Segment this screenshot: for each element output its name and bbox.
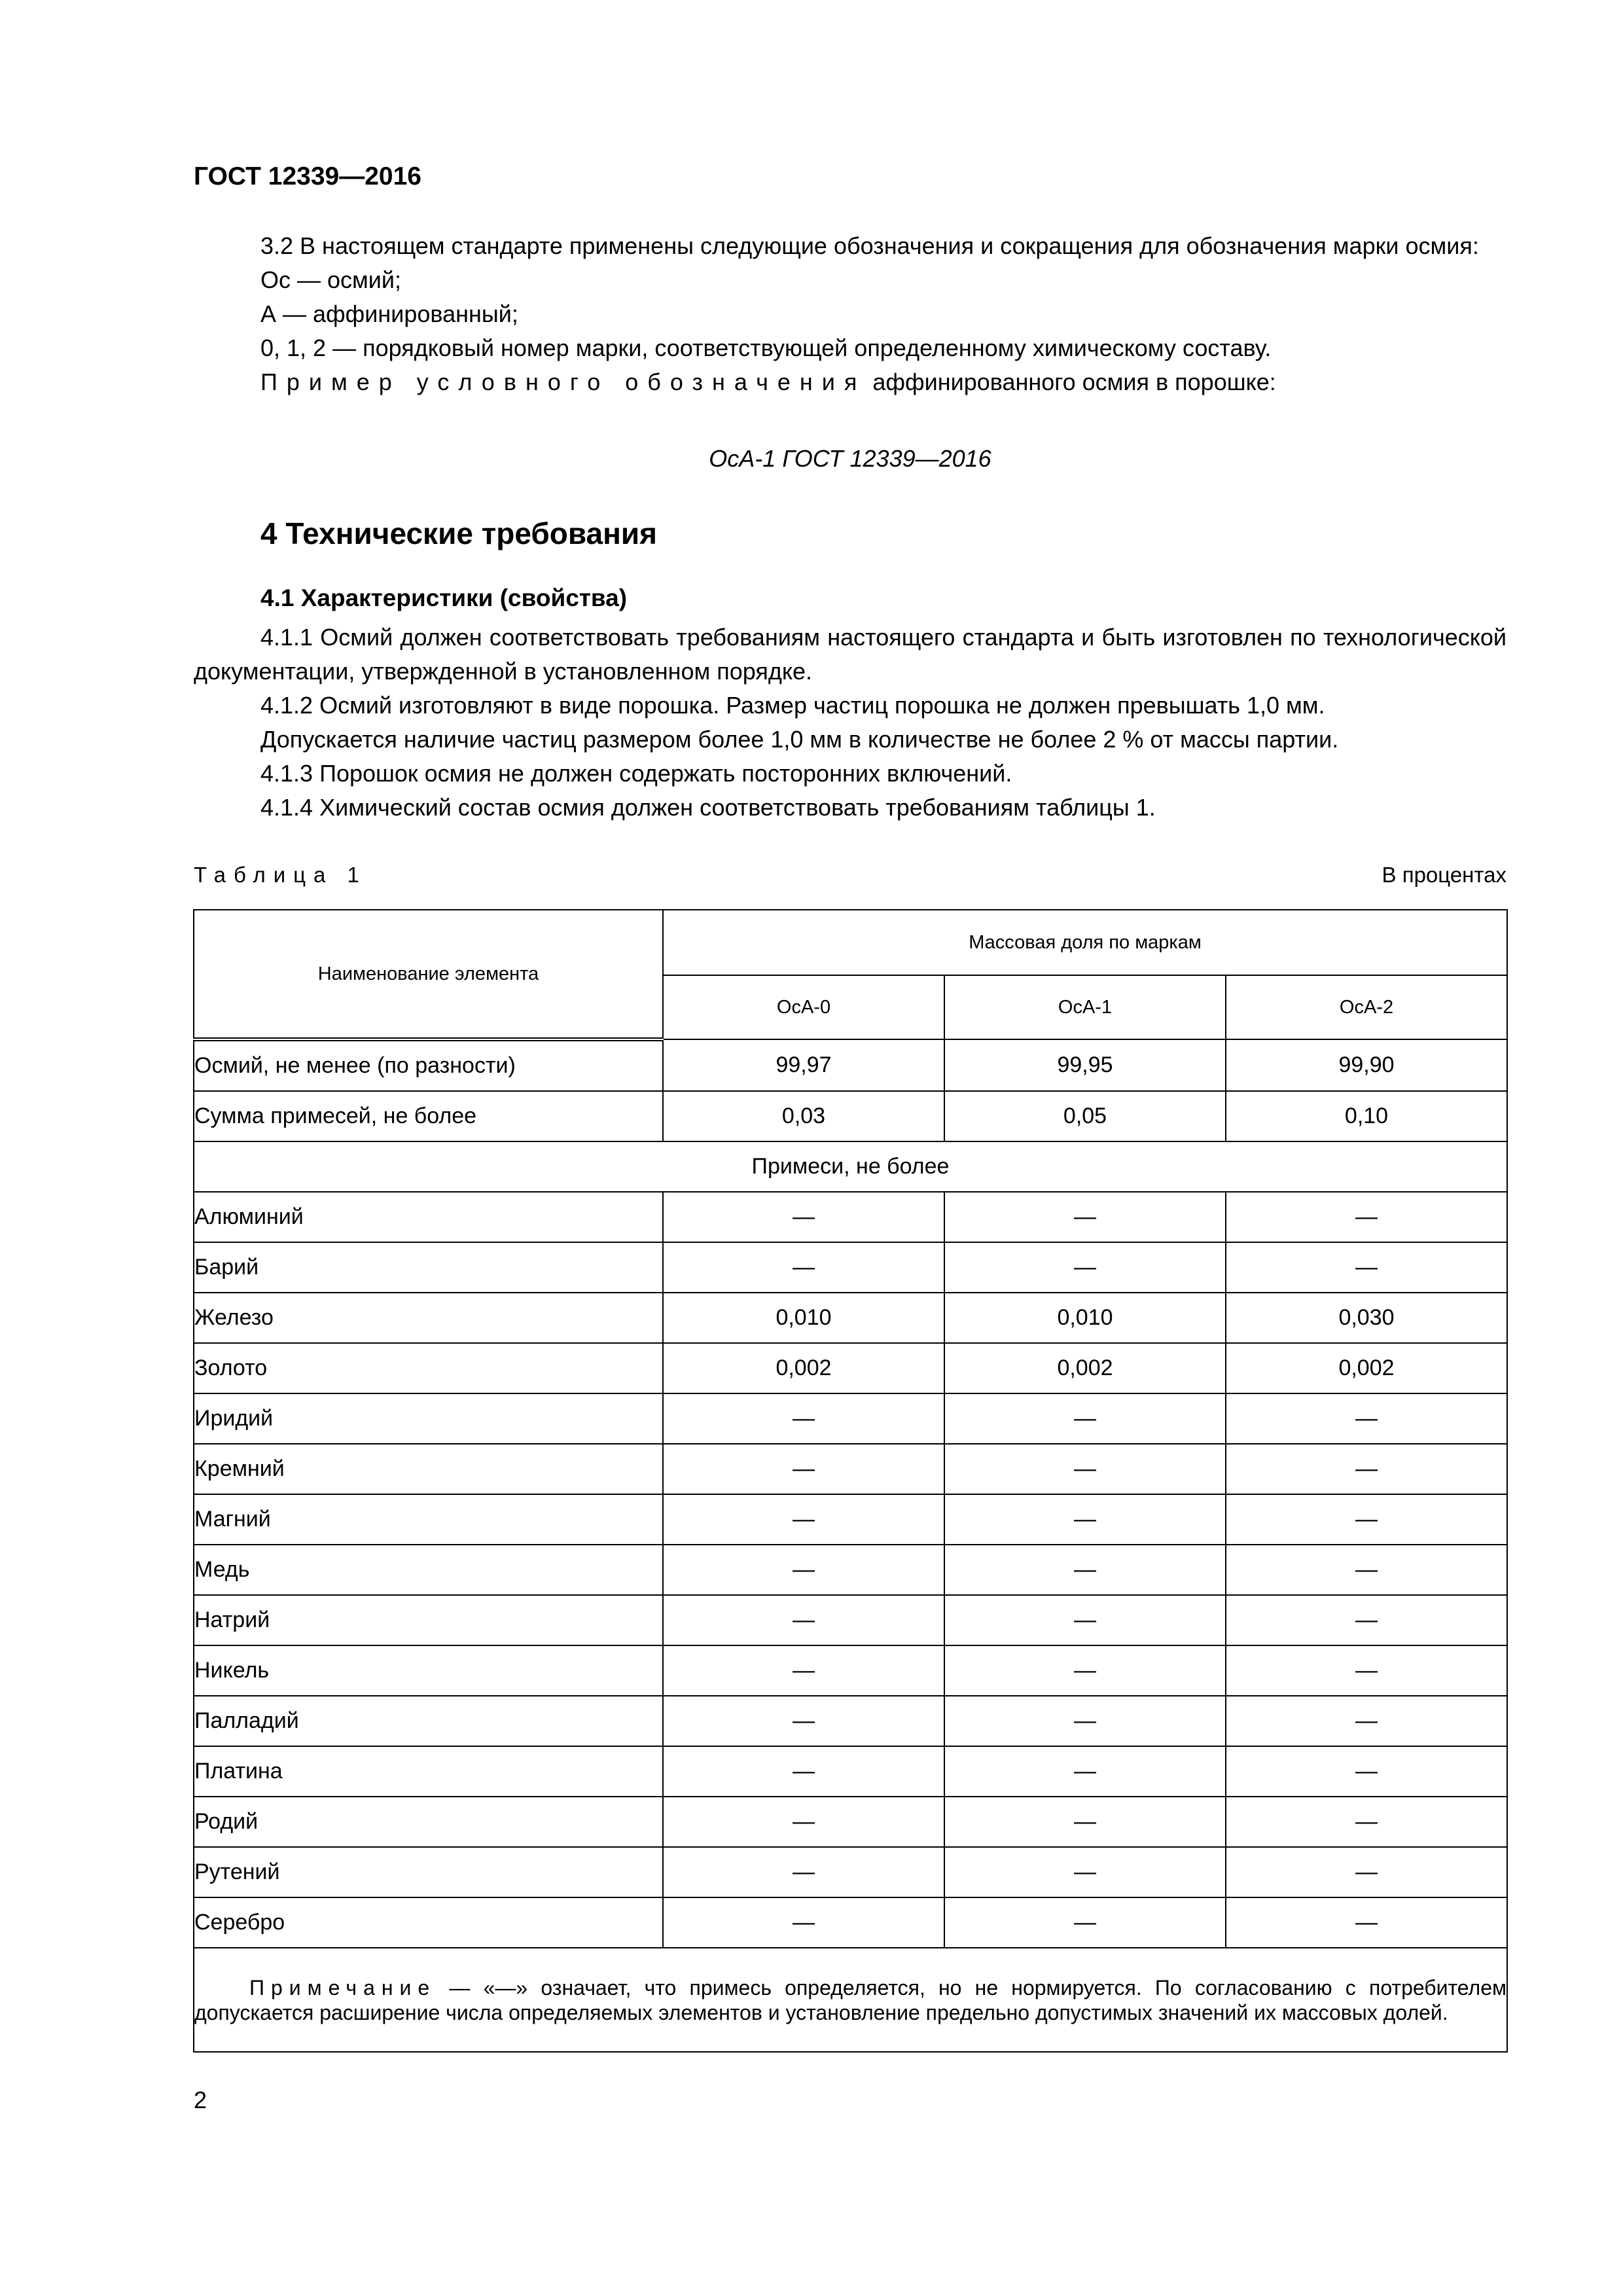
cell-value: — (1226, 1645, 1507, 1696)
table-row (194, 1494, 1507, 1545)
cell-value: — (1226, 1242, 1507, 1293)
cell-value: — (944, 1494, 1226, 1545)
row-name: Медь (194, 1545, 663, 1595)
cell-value: 99,90 (1226, 1039, 1507, 1091)
cell-value: — (1226, 1897, 1507, 1948)
note-text: — «—» означает, что примесь определяется, но не нормируется. По согласованию с потребителем допускается расширение числа определяемых элементов и установление предельно допустимых значений их массовых долей. (194, 1975, 1507, 2024)
cell-value: — (1226, 1847, 1507, 1897)
cell-value: — (1226, 1192, 1507, 1242)
cell-value: — (1226, 1393, 1507, 1444)
table-row (194, 1645, 1507, 1696)
impurities-label: Примеси, не более (194, 1141, 1507, 1192)
table-caption-row (194, 863, 1507, 888)
table-row (194, 1293, 1507, 1343)
section-3-2 (194, 229, 1507, 399)
example-text: аффинированного осмия в порошке: (866, 368, 1276, 395)
subsection-heading: 4.1 Характеристики (свойства) (260, 584, 628, 611)
table-row (194, 1192, 1507, 1242)
cell-value: — (1226, 1696, 1507, 1746)
cell-value: — (663, 1696, 944, 1746)
requirements-block (194, 620, 1507, 825)
cell-value: 99,97 (663, 1039, 944, 1091)
row-name: Магний (194, 1494, 663, 1545)
table-caption: Таблица 1 (194, 863, 367, 887)
cell-value: — (663, 1847, 944, 1897)
table-row (194, 1847, 1507, 1897)
cell-value: 0,010 (944, 1293, 1226, 1343)
note-label: Примечание (249, 1975, 437, 2000)
cell-value: 99,95 (944, 1039, 1226, 1091)
cell-value: — (944, 1242, 1226, 1293)
paragraph-4-1-4: 4.1.4 Химический состав осмия должен соответствовать требованиям таблицы 1. (260, 794, 1156, 821)
cell-value: — (944, 1696, 1226, 1746)
cell-value: — (944, 1746, 1226, 1797)
cell-value: — (944, 1192, 1226, 1242)
cell-value: — (944, 1847, 1226, 1897)
row-name: Барий (194, 1242, 663, 1293)
row-name: Золото (194, 1343, 663, 1393)
cell-value: — (663, 1444, 944, 1494)
cell-value: — (1226, 1746, 1507, 1797)
cell-value: — (663, 1595, 944, 1645)
cell-value: 0,010 (663, 1293, 944, 1343)
cell-value: — (944, 1545, 1226, 1595)
header-grade-0: ОсА-0 (663, 975, 944, 1039)
table-note (194, 1948, 1507, 2052)
table-row (194, 1444, 1507, 1494)
header-grade-2: ОсА-2 (1226, 975, 1507, 1039)
cell-value: 0,002 (663, 1343, 944, 1393)
row-name: Осмий, не менее (по разности) (194, 1039, 663, 1091)
abbr-a: А — аффинированный; (260, 300, 518, 327)
table-row (194, 1242, 1507, 1293)
cell-value: — (663, 1897, 944, 1948)
table-row (194, 1343, 1507, 1393)
abbr-os: Ос — осмий; (260, 266, 401, 293)
row-name: Рутений (194, 1847, 663, 1897)
cell-value: — (1226, 1797, 1507, 1847)
page-number: 2 (194, 2087, 207, 2113)
cell-value: — (944, 1645, 1226, 1696)
cell-value: — (944, 1897, 1226, 1948)
cell-value: — (663, 1393, 944, 1444)
example-line (194, 365, 1507, 399)
table-row (194, 1039, 1507, 1091)
composition-table (193, 909, 1508, 2053)
cell-value: — (663, 1746, 944, 1797)
cell-value: 0,030 (1226, 1293, 1507, 1343)
paragraph-4-1-2-cont: Допускается наличие частиц размером более 1,0 мм в количестве не более 2 % от массы партии. (260, 726, 1339, 753)
header-mass-fraction: Массовая доля по маркам (663, 910, 1507, 975)
cell-value: — (944, 1797, 1226, 1847)
table-row (194, 1797, 1507, 1847)
paragraph-4-1-2: 4.1.2 Осмий изготовляют в виде порошка. Размер частиц порошка не должен превышать 1,0 мм. (260, 692, 1325, 719)
row-name: Иридий (194, 1393, 663, 1444)
table-row (194, 1545, 1507, 1595)
row-name: Платина (194, 1746, 663, 1797)
row-name: Натрий (194, 1595, 663, 1645)
paragraph-4-1-1: 4.1.1 Осмий должен соответствовать требованиям настоящего стандарта и быть изготовлен по технологической документации, утвержденной в установленном порядке. (194, 624, 1507, 685)
table-row (194, 1595, 1507, 1645)
cell-value: — (1226, 1595, 1507, 1645)
impurities-subheader-row (194, 1141, 1507, 1192)
row-name: Алюминий (194, 1192, 663, 1242)
row-name: Родий (194, 1797, 663, 1847)
row-name: Сумма примесей, не более (194, 1091, 663, 1141)
note-row (194, 1948, 1507, 2052)
document-code-header: ГОСТ 12339—2016 (194, 162, 421, 190)
row-name: Кремний (194, 1444, 663, 1494)
row-name: Палладий (194, 1696, 663, 1746)
table-row (194, 1897, 1507, 1948)
cell-value: — (663, 1797, 944, 1847)
cell-value: 0,05 (944, 1091, 1226, 1141)
row-name: Серебро (194, 1897, 663, 1948)
example-label: Пример условного обозначения (260, 368, 866, 395)
table-row (194, 1746, 1507, 1797)
cell-value: 0,002 (1226, 1343, 1507, 1393)
cell-value: 0,03 (663, 1091, 944, 1141)
cell-value: — (663, 1192, 944, 1242)
header-element-name: Наименование элемента (194, 910, 663, 1039)
designation-example: ОсА-1 ГОСТ 12339—2016 (709, 445, 991, 472)
paragraph-4-1-3: 4.1.3 Порошок осмия не должен содержать посторонних включений. (260, 760, 1012, 787)
table-row (194, 1696, 1507, 1746)
cell-value: — (1226, 1494, 1507, 1545)
cell-value: 0,002 (944, 1343, 1226, 1393)
section-heading: 4 Технические требования (260, 516, 657, 550)
table-row (194, 1091, 1507, 1141)
cell-value: — (1226, 1545, 1507, 1595)
cell-value: — (944, 1393, 1226, 1444)
row-name: Железо (194, 1293, 663, 1343)
abbr-numbers: 0, 1, 2 — порядковый номер марки, соответствующей определенному химическому составу. (260, 334, 1272, 361)
header-grade-1: ОсА-1 (944, 975, 1226, 1039)
cell-value: — (663, 1242, 944, 1293)
paragraph-3-2: 3.2 В настоящем стандарте применены следующие обозначения и сокращения для обозначения марки осмия: (260, 232, 1479, 259)
cell-value: — (663, 1545, 944, 1595)
table-units: В процентах (1382, 863, 1507, 887)
cell-value: — (944, 1444, 1226, 1494)
row-name: Никель (194, 1645, 663, 1696)
cell-value: — (663, 1494, 944, 1545)
cell-value: — (663, 1645, 944, 1696)
cell-value: — (1226, 1444, 1507, 1494)
cell-value: — (944, 1595, 1226, 1645)
cell-value: 0,10 (1226, 1091, 1507, 1141)
table-row (194, 1393, 1507, 1444)
